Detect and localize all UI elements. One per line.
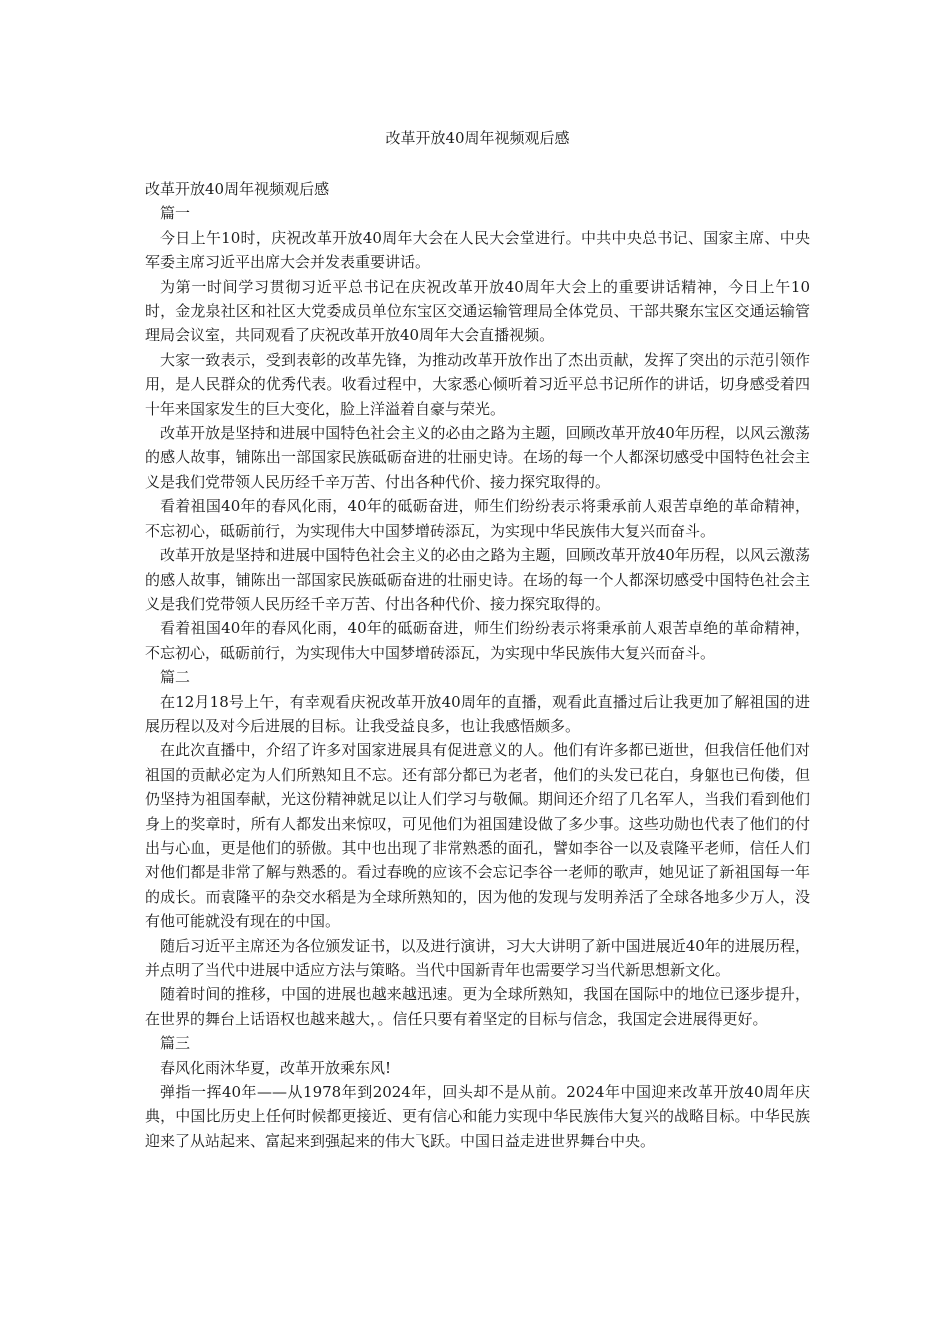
document-body [145, 177, 810, 1153]
paragraph: 在12月18号上午，有幸观看庆祝改革开放40周年的直播，观看此直播过后让我更加了解祖国的进展历程以及对今后进展的目标。让我受益良多，也让我感悟颇多。 [145, 692, 810, 735]
section-heading: 篇一 [160, 204, 191, 223]
paragraph: 今日上午10时，庆祝改革开放40周年大会在人民大会堂进行。中共中央总书记、国家主席、中央军委主席习近平出席大会并发表重要讲话。 [145, 228, 810, 272]
paragraph: 改革开放是坚持和进展中国特色社会主义的必由之路为主题，回顾改革开放40年历程，以风云激荡的感人故事，铺陈出一部国家民族砥砺奋进的壮丽史诗。在场的每一个人都深切感受中国特色社会主义是我们党带领人民历经千辛万苦、付出各种代价、接力探究取得的。 [145, 424, 810, 491]
paragraph: 改革开放是坚持和进展中国特色社会主义的必由之路为主题，回顾改革开放40年历程，以风云激荡的感人故事，铺陈出一部国家民族砥砺奋进的壮丽史诗。在场的每一个人都深切感受中国特色社会主义是我们党带领人民历经千辛万苦、付出各种代价、接力探究取得的。 [145, 546, 810, 613]
paragraph: 随后习近平主席还为各位颁发证书，以及进行演讲，习大大讲明了新中国进展近40年的进展历程，并点明了当代中进展中适应方法与策略。当代中国新青年也需要学习当代新思想新文化。 [145, 936, 810, 979]
document-subtitle: 改革开放40周年视频观后感 [145, 180, 330, 198]
page-title: 改革开放40周年视频观后感 [385, 129, 570, 147]
paragraph: 在此次直播中，介绍了许多对国家进展具有促进意义的人。他们有许多都已逝世，但我信任他们对祖国的贡献必定为人们所熟知且不忘。还有部分都已为老者，他们的头发已花白，身躯也已佝偻，但仍坚持为祖国奉献，光这份精神就足以让人们学习与敬佩。期间还介绍了几名军人，当我们看到他们身上的奖章时，所有人都发出来惊叹，可见他们为祖国建设做了多少事。这些功勋也代表了他们的付出与心血，更是他们的骄傲。其中也出现了非常熟悉的面孔，譬如李谷一以及袁隆平老师，信任人们对他们都是非常了解与熟悉的。看过春晚的应该不会忘记李谷一老师的歌声，她见证了新祖国每一年的成长。而袁隆平的杂交水稻是为全球所熟知的，因为他的发现与发明养活了全球各地多少万人，没有他可能就没有现在的中国。 [145, 741, 810, 931]
paragraph: 为第一时间学习贯彻习近平总书记在庆祝改革开放40周年大会上的重要讲话精神，今日上午10时，金龙泉社区和社区大党委成员单位东宝区交通运输管理局全体党员、干部共聚东宝区交通运输管理局会议室，共同观看了庆祝改革开放40周年大会直播视频。 [145, 277, 810, 345]
paragraph: 弹指一挥40年——从1978年到2024年，回头却不是从前。2024年中国迎来改革开放40周年庆典，中国比历史上任何时候都更接近、更有信心和能力实现中华民族伟大复兴的战略目标。中华民族迎来了从站起来、富起来到强起来的伟大飞跃。中国日益走进世界舞台中央。 [145, 1083, 810, 1150]
paragraph: 看着祖国40年的春风化雨，40年的砥砺奋进，师生们纷纷表示将秉承前人艰苦卓绝的革命精神，不忘初心，砥砺前行，为实现伟大中国梦增砖添瓦，为实现中华民族伟大复兴而奋斗。 [145, 497, 810, 540]
paragraph: 随着时间的推移，中国的进展也越来越迅速。更为全球所熟知，我国在国际中的地位已逐步提升，在世界的舞台上话语权也越来越大，。信任只要有着坚定的目标与信念，我国定会进展得更好。 [145, 985, 810, 1028]
section-heading: 篇三 [160, 1034, 191, 1053]
paragraph: 看着祖国40年的春风化雨，40年的砥砺奋进，师生们纷纷表示将秉承前人艰苦卓绝的革命精神，不忘初心，砥砺前行，为实现伟大中国梦增砖添瓦，为实现中华民族伟大复兴而奋斗。 [145, 619, 810, 662]
paragraph: 大家一致表示，受到表彰的改革先锋，为推动改革开放作出了杰出贡献，发挥了突出的示范引领作用，是人民群众的优秀代表。收看过程中，大家悉心倾听着习近平总书记所作的讲话，切身感受着四十年来国家发生的巨大变化，脸上洋溢着自豪与荣光。 [145, 350, 810, 418]
paragraph: 春风化雨沐华夏，改革开放乘东风! [160, 1058, 392, 1077]
section-heading: 篇二 [160, 668, 191, 687]
